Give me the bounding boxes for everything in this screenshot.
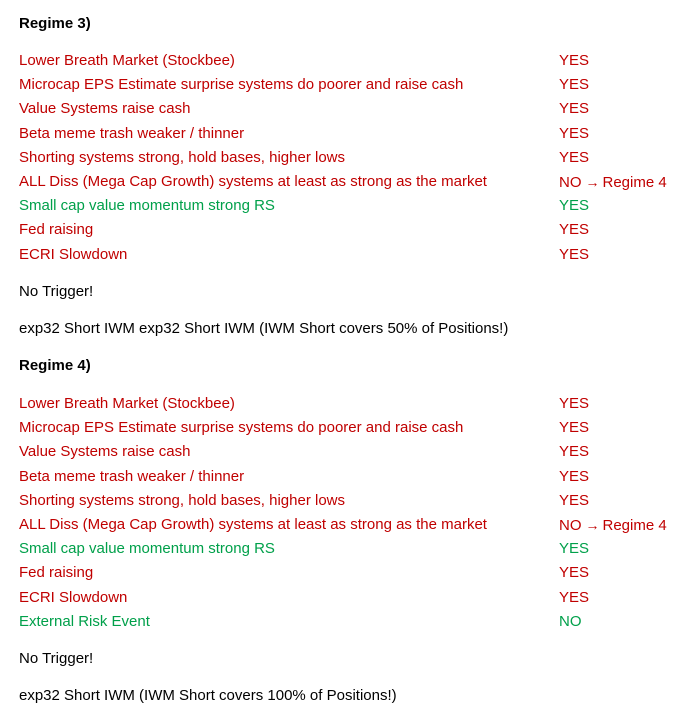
condition-row [19,440,689,464]
condition-row [19,170,689,194]
condition-label: External Risk Event [19,612,150,630]
condition-row [19,610,689,634]
condition-value: YES [559,540,590,558]
condition-value: YES [559,245,590,263]
condition-value: YES [559,148,590,166]
condition-value: NO → Regime 4 [559,513,667,538]
arrow-right-icon: → [585,173,600,190]
condition-value: YES [559,100,590,118]
condition-label: ALL Diss (Mega Cap Growth) systems at least as strong as the market [19,515,487,533]
condition-value: YES [559,443,590,461]
condition-value: YES [559,564,590,582]
condition-label: Fed raising [19,564,94,582]
condition-label: Microcap EPS Estimate surprise systems do poorer and raise cash [19,419,464,437]
condition-row [19,122,689,146]
condition-row [19,416,689,440]
condition-label: Fed raising [19,221,94,239]
regime-4-action: exp32 Short IWM (IWM Short covers 100% of Positions!) [19,687,397,704]
condition-value: YES [559,76,590,94]
condition-row [19,218,689,242]
condition-label: Shorting systems strong, hold bases, higher lows [19,491,345,509]
condition-row [19,586,689,610]
condition-label: Lower Breath Market (Stockbee) [19,395,235,412]
condition-row [19,146,689,170]
condition-value: YES [559,588,590,606]
condition-row [19,49,689,73]
regime-3-heading: Regime 3) [19,15,91,32]
condition-label: Lower Breath Market (Stockbee) [19,52,235,69]
condition-row [19,561,689,585]
condition-value: YES [559,124,590,142]
condition-label: Beta meme trash weaker / thinner [19,467,245,485]
regime-4-conditions [19,392,689,634]
regime-3-conditions [19,49,689,267]
condition-value: YES [559,52,590,69]
condition-label: Small cap value momentum strong RS [19,197,275,215]
arrow-right-icon: → [585,516,600,533]
condition-value: YES [559,491,590,509]
condition-row [19,513,689,537]
condition-label: Value Systems raise cash [19,443,191,461]
condition-row [19,194,689,218]
condition-row [19,537,689,561]
regime-4-trigger: No Trigger! [19,650,94,667]
condition-row [19,73,689,97]
condition-value: YES [559,221,590,239]
condition-row [19,243,689,267]
condition-label: ALL Diss (Mega Cap Growth) systems at least as strong as the market [19,172,487,190]
regime-4-heading: Regime 4) [19,357,91,374]
condition-value: YES [559,467,590,485]
condition-value: NO → Regime 4 [559,170,667,195]
condition-row [19,489,689,513]
condition-label: Value Systems raise cash [19,100,191,118]
condition-value: YES [559,395,590,412]
regime-3-action: exp32 Short IWM exp32 Short IWM (IWM Short covers 50% of Positions!) [19,320,509,337]
condition-value: YES [559,419,590,437]
arrow-target: Regime 4 [602,173,667,191]
condition-row [19,97,689,121]
regime-3-trigger: No Trigger! [19,283,94,300]
condition-label: Small cap value momentum strong RS [19,540,275,558]
condition-label: Shorting systems strong, hold bases, higher lows [19,148,345,166]
condition-label: ECRI Slowdown [19,245,128,263]
condition-label: ECRI Slowdown [19,588,128,606]
arrow-target: Regime 4 [602,516,667,534]
condition-value: YES [559,197,590,215]
condition-value: NO [559,612,582,630]
condition-row [19,392,689,416]
condition-row [19,465,689,489]
condition-label: Beta meme trash weaker / thinner [19,124,245,142]
condition-label: Microcap EPS Estimate surprise systems do poorer and raise cash [19,76,464,94]
